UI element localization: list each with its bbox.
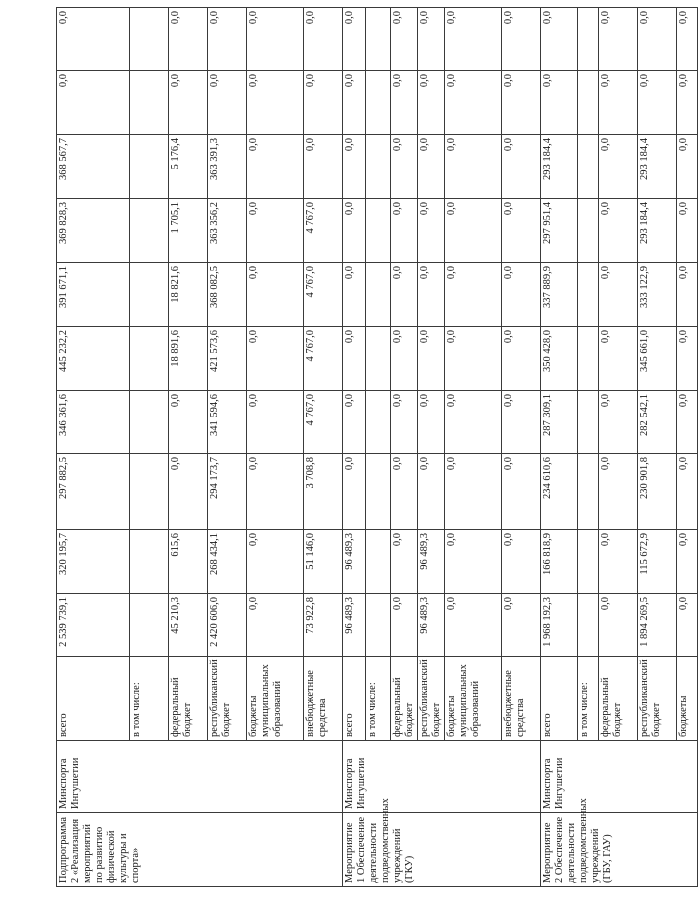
value-cell: 0,0 — [169, 8, 208, 71]
value-cell: 1 705,1 — [169, 199, 208, 263]
value-cell: 0,0 — [445, 327, 502, 391]
value-cell — [366, 594, 391, 657]
value-cell: 0,0 — [391, 327, 418, 391]
value-cell: 0,0 — [445, 391, 502, 454]
value-cell: 0,0 — [445, 530, 502, 594]
value-cell: 421 573,6 — [208, 327, 247, 391]
value-cell: 0,0 — [677, 135, 698, 199]
value-cell: 0,0 — [391, 454, 418, 530]
value-cell: 320 195,7 — [57, 530, 130, 594]
value-cell: 96 489,3 — [343, 530, 366, 594]
value-cell: 346 361,6 — [57, 391, 130, 454]
value-cell — [366, 263, 391, 327]
value-cell: 0,0 — [247, 530, 304, 594]
value-cell: 0,0 — [541, 8, 578, 71]
value-cell — [366, 530, 391, 594]
value-cell: 0,0 — [418, 199, 445, 263]
value-cell: 0,0 — [638, 8, 677, 71]
value-cell — [130, 71, 169, 135]
value-cell: 297 951,4 — [541, 199, 578, 263]
value-cell: 0,0 — [599, 8, 638, 71]
value-cell: 0,0 — [247, 327, 304, 391]
value-cell: 282 542,1 — [638, 391, 677, 454]
value-cell — [578, 263, 599, 327]
funding-source-cell: в том числе: — [130, 657, 169, 741]
value-cell: 341 594,6 — [208, 391, 247, 454]
value-cell: 0,0 — [343, 135, 366, 199]
value-cell: 268 434,1 — [208, 530, 247, 594]
value-cell: 0,0 — [208, 8, 247, 71]
value-cell: 0,0 — [599, 135, 638, 199]
value-cell: 0,0 — [445, 71, 502, 135]
value-cell: 0,0 — [502, 8, 541, 71]
value-cell: 0,0 — [599, 454, 638, 530]
value-cell: 73 922,8 — [304, 594, 343, 657]
value-cell: 0,0 — [599, 263, 638, 327]
value-cell: 0,0 — [502, 263, 541, 327]
value-cell: 4 767,0 — [304, 391, 343, 454]
value-cell — [578, 530, 599, 594]
value-cell: 0,0 — [502, 594, 541, 657]
value-cell — [130, 391, 169, 454]
funding-source-cell: республиканский бюджет — [418, 657, 445, 741]
value-cell: 0,0 — [169, 454, 208, 530]
value-cell: 0,0 — [677, 199, 698, 263]
value-cell: 0,0 — [502, 71, 541, 135]
value-cell — [130, 8, 169, 71]
value-cell: 0,0 — [391, 263, 418, 327]
value-cell: 0,0 — [391, 594, 418, 657]
value-cell: 293 184,4 — [541, 135, 578, 199]
table-row — [541, 8, 578, 887]
value-cell: 0,0 — [343, 263, 366, 327]
value-cell: 2 420 606,0 — [208, 594, 247, 657]
table-row — [343, 8, 366, 887]
value-cell: 51 146,0 — [304, 530, 343, 594]
value-cell: 0,0 — [502, 454, 541, 530]
value-cell: 0,0 — [677, 263, 698, 327]
value-cell: 0,0 — [677, 391, 698, 454]
responsible-cell: Минспорта Ингушетии — [57, 741, 343, 813]
value-cell: 0,0 — [247, 135, 304, 199]
value-cell: 0,0 — [418, 8, 445, 71]
funding-source-cell: в том числе: — [578, 657, 599, 741]
value-cell: 230 901,8 — [638, 454, 677, 530]
value-cell: 445 232,2 — [57, 327, 130, 391]
value-cell: 0,0 — [391, 135, 418, 199]
value-cell: 293 184,4 — [638, 135, 677, 199]
value-cell: 0,0 — [418, 327, 445, 391]
value-cell: 368 082,5 — [208, 263, 247, 327]
value-cell: 368 567,7 — [57, 135, 130, 199]
value-cell: 0,0 — [418, 135, 445, 199]
value-cell — [578, 454, 599, 530]
value-cell — [366, 8, 391, 71]
value-cell: 0,0 — [599, 530, 638, 594]
value-cell — [366, 135, 391, 199]
value-cell: 5 176,4 — [169, 135, 208, 199]
funding-source-cell: бюджеты муниципальных образований — [445, 657, 502, 741]
program-name-cell: Мероприятие 2 Обеспечение деятельности подведомственных учреждений (ГБУ, ГАУ) — [541, 813, 698, 887]
value-cell: 115 672,9 — [638, 530, 677, 594]
funding-source-cell: федеральный бюджет — [599, 657, 638, 741]
value-cell: 4 767,0 — [304, 263, 343, 327]
value-cell: 0,0 — [677, 71, 698, 135]
value-cell: 0,0 — [677, 327, 698, 391]
value-cell: 0,0 — [247, 391, 304, 454]
value-cell: 369 828,3 — [57, 199, 130, 263]
value-cell: 345 661,0 — [638, 327, 677, 391]
value-cell — [578, 8, 599, 71]
value-cell: 0,0 — [502, 530, 541, 594]
value-cell: 350 428,0 — [541, 327, 578, 391]
value-cell: 287 309,1 — [541, 391, 578, 454]
value-cell: 0,0 — [391, 8, 418, 71]
rotated-table-wrapper — [56, 8, 689, 887]
value-cell: 294 173,7 — [208, 454, 247, 530]
value-cell: 0,0 — [445, 199, 502, 263]
value-cell: 18 821,6 — [169, 263, 208, 327]
value-cell: 2 539 739,1 — [57, 594, 130, 657]
value-cell: 96 489,3 — [418, 530, 445, 594]
funding-source-cell: всего — [57, 657, 130, 741]
value-cell: 45 210,3 — [169, 594, 208, 657]
value-cell: 4 767,0 — [304, 199, 343, 263]
value-cell: 1 894 269,5 — [638, 594, 677, 657]
value-cell: 0,0 — [677, 530, 698, 594]
value-cell: 337 889,9 — [541, 263, 578, 327]
value-cell: 0,0 — [343, 8, 366, 71]
value-cell: 96 489,3 — [343, 594, 366, 657]
value-cell: 0,0 — [599, 199, 638, 263]
value-cell: 297 882,5 — [57, 454, 130, 530]
value-cell: 0,0 — [57, 8, 130, 71]
value-cell — [130, 263, 169, 327]
responsible-cell: Минспорта Ингушетии — [343, 741, 541, 813]
value-cell: 0,0 — [677, 8, 698, 71]
value-cell: 0,0 — [502, 391, 541, 454]
value-cell: 0,0 — [391, 199, 418, 263]
value-cell: 0,0 — [247, 8, 304, 71]
funding-source-cell: внебюджетные средства — [502, 657, 541, 741]
value-cell — [366, 391, 391, 454]
value-cell: 4 767,0 — [304, 327, 343, 391]
program-name-cell: Мероприятие 1 Обеспечение деятельности подведомственных учреждений (ГКУ) — [343, 813, 541, 887]
value-cell: 0,0 — [304, 135, 343, 199]
value-cell: 0,0 — [599, 391, 638, 454]
value-cell: 0,0 — [445, 454, 502, 530]
value-cell: 0,0 — [343, 199, 366, 263]
value-cell: 0,0 — [638, 71, 677, 135]
funding-source-cell: всего — [541, 657, 578, 741]
value-cell: 0,0 — [247, 594, 304, 657]
value-cell: 0,0 — [418, 263, 445, 327]
value-cell: 0,0 — [445, 135, 502, 199]
value-cell — [130, 327, 169, 391]
funding-source-cell: федеральный бюджет — [391, 657, 418, 741]
value-cell: 3 708,8 — [304, 454, 343, 530]
value-cell: 363 356,2 — [208, 199, 247, 263]
value-cell: 0,0 — [445, 594, 502, 657]
value-cell: 0,0 — [247, 71, 304, 135]
value-cell: 0,0 — [677, 454, 698, 530]
value-cell: 0,0 — [445, 8, 502, 71]
value-cell — [578, 199, 599, 263]
value-cell: 0,0 — [502, 199, 541, 263]
value-cell: 18 891,6 — [169, 327, 208, 391]
value-cell: 0,0 — [304, 8, 343, 71]
value-cell — [578, 327, 599, 391]
value-cell: 0,0 — [169, 71, 208, 135]
value-cell — [366, 327, 391, 391]
value-cell: 0,0 — [418, 71, 445, 135]
value-cell: 0,0 — [502, 135, 541, 199]
value-cell: 0,0 — [343, 71, 366, 135]
funding-source-cell: бюджеты муниципальных образований — [247, 657, 304, 741]
value-cell: 0,0 — [391, 530, 418, 594]
budget-table-body — [57, 8, 698, 887]
value-cell — [578, 391, 599, 454]
funding-source-cell: всего — [343, 657, 366, 741]
value-cell: 0,0 — [169, 391, 208, 454]
value-cell: 1 968 192,3 — [541, 594, 578, 657]
value-cell: 0,0 — [247, 199, 304, 263]
value-cell: 0,0 — [57, 71, 130, 135]
value-cell: 0,0 — [599, 594, 638, 657]
value-cell: 0,0 — [677, 594, 698, 657]
value-cell: 363 391,3 — [208, 135, 247, 199]
value-cell: 0,0 — [391, 71, 418, 135]
value-cell — [578, 135, 599, 199]
value-cell: 234 610,6 — [541, 454, 578, 530]
funding-source-cell: республиканский бюджет — [638, 657, 677, 741]
value-cell: 391 671,1 — [57, 263, 130, 327]
value-cell — [366, 71, 391, 135]
value-cell: 0,0 — [247, 454, 304, 530]
funding-source-cell: внебюджетные средства — [304, 657, 343, 741]
value-cell: 0,0 — [599, 71, 638, 135]
value-cell: 166 818,9 — [541, 530, 578, 594]
value-cell: 333 122,9 — [638, 263, 677, 327]
table-row — [57, 8, 130, 887]
value-cell: 0,0 — [502, 327, 541, 391]
value-cell: 0,0 — [343, 327, 366, 391]
value-cell: 615,6 — [169, 530, 208, 594]
value-cell: 0,0 — [343, 454, 366, 530]
funding-source-cell: республиканский бюджет — [208, 657, 247, 741]
value-cell: 0,0 — [445, 263, 502, 327]
value-cell: 0,0 — [599, 327, 638, 391]
value-cell: 0,0 — [391, 391, 418, 454]
funding-source-cell: федеральный бюджет — [169, 657, 208, 741]
value-cell: 293 184,4 — [638, 199, 677, 263]
budget-table — [56, 7, 698, 887]
value-cell: 0,0 — [208, 71, 247, 135]
value-cell: 0,0 — [343, 391, 366, 454]
value-cell: 0,0 — [247, 263, 304, 327]
funding-source-cell: в том числе: — [366, 657, 391, 741]
value-cell — [130, 454, 169, 530]
value-cell — [578, 71, 599, 135]
value-cell — [578, 594, 599, 657]
value-cell — [366, 454, 391, 530]
responsible-cell: Минспорта Ингушетии — [541, 741, 698, 813]
value-cell — [130, 135, 169, 199]
value-cell — [130, 594, 169, 657]
value-cell — [130, 199, 169, 263]
value-cell: 96 489,3 — [418, 594, 445, 657]
value-cell: 0,0 — [541, 71, 578, 135]
funding-source-cell: бюджеты — [677, 657, 698, 741]
value-cell — [130, 530, 169, 594]
value-cell: 0,0 — [418, 391, 445, 454]
value-cell: 0,0 — [304, 71, 343, 135]
value-cell — [366, 199, 391, 263]
program-name-cell: Подпрограмма 2 «Реализация мероприятий по развитию физической культуры и спорта» — [57, 813, 343, 887]
value-cell: 0,0 — [418, 454, 445, 530]
